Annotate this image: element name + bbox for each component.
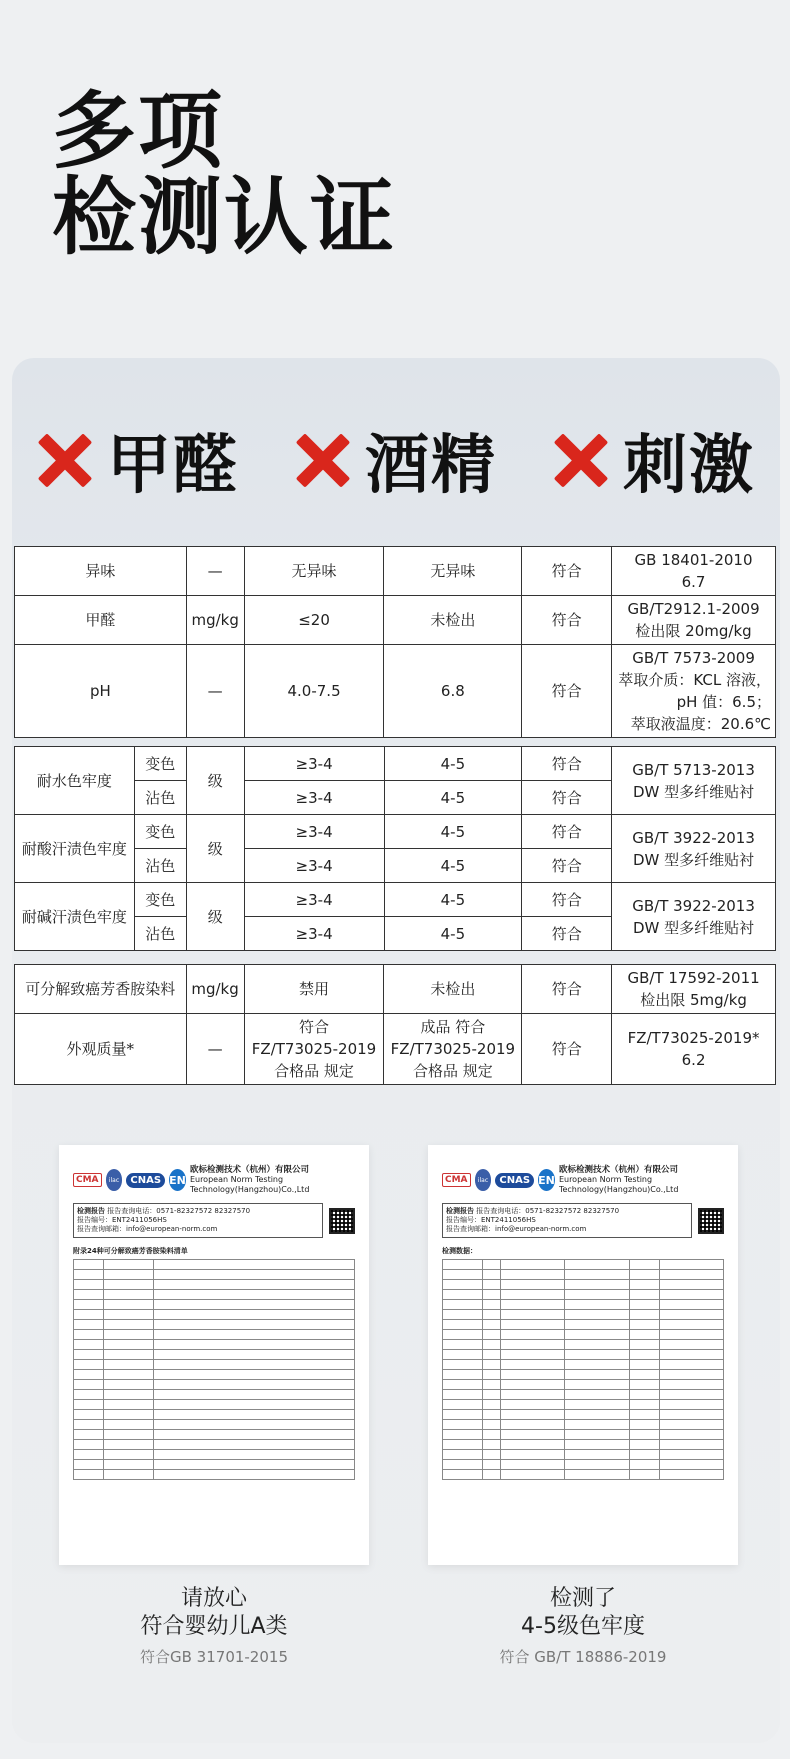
report-meta: 检测报告 报告查询电话：0571-82327572 82327570 报告编号：ENT2411056HS 报告查询邮箱：info@european-norm.com — [442, 1203, 692, 1238]
no-additives-row — [12, 410, 780, 510]
unit: 级 — [186, 883, 244, 951]
table-row — [15, 596, 776, 645]
test-table-colorfastness — [14, 746, 776, 951]
report-header — [73, 1165, 355, 1195]
requirement: 禁用 — [244, 965, 384, 1014]
unit: mg/kg — [186, 965, 244, 1014]
test-item: 甲醛 — [15, 596, 187, 645]
requirement: 4.0-7.5 — [244, 645, 384, 738]
table-row — [15, 815, 776, 849]
no-item-label: 酒精 — [365, 429, 497, 503]
standard: GB/T 17592-2011 检出限 5mg/kg — [612, 965, 776, 1014]
result: 4-5 — [384, 849, 522, 883]
report-section-title: 附录24种可分解致癌芳香胺染料清单 — [73, 1247, 188, 1255]
sub-item: 沾色 — [134, 849, 186, 883]
verdict: 符合 — [522, 815, 612, 849]
caption-line1: 请放心 — [180, 1586, 247, 1611]
sub-item: 变色 — [134, 883, 186, 917]
ilac-logo-icon: ilac — [475, 1169, 492, 1191]
report-header — [442, 1165, 724, 1195]
ilac-logo-icon: ilac — [106, 1169, 123, 1191]
en-logo-icon: EN — [169, 1169, 186, 1191]
requirement: ≥3-4 — [244, 849, 384, 883]
no-irritation — [553, 414, 755, 506]
requirement: ≥3-4 — [244, 815, 384, 849]
result: 4-5 — [384, 917, 522, 951]
verdict: 符合 — [522, 747, 612, 781]
result: 6.8 — [384, 645, 522, 738]
standard: GB/T 3922-2013 DW 型多纤维贴衬 — [612, 883, 776, 951]
standard: FZ/T73025-2019* 6.2 — [612, 1014, 776, 1085]
unit: 级 — [186, 747, 244, 815]
result: 无异味 — [384, 547, 522, 596]
x-icon — [553, 432, 609, 488]
test-item: 外观质量* — [15, 1014, 187, 1085]
requirement: ≤20 — [244, 596, 384, 645]
unit: — — [186, 547, 244, 596]
verdict: 符合 — [522, 645, 612, 738]
sub-item: 变色 — [134, 815, 186, 849]
test-table-basic — [14, 546, 776, 738]
test-item: 耐酸汗渍色牢度 — [15, 815, 135, 883]
result: 成品 符合 FZ/T73025-2019 合格品 规定 — [384, 1014, 522, 1085]
no-formaldehyde — [37, 414, 239, 506]
hero-title-line2: 检测认证 — [52, 168, 397, 266]
requirement: 符合 FZ/T73025-2019 合格品 规定 — [244, 1014, 384, 1085]
no-item-label: 刺激 — [623, 429, 755, 503]
en-logo-icon: EN — [538, 1169, 555, 1191]
standard: GB/T 7573-2009 萃取介质：KCL 溶液， pH 值：6.5； 萃取液温度：20.6℃ — [612, 645, 776, 738]
cma-logo-icon: CMA — [73, 1173, 102, 1187]
report-section-title: 检测数据： — [442, 1247, 477, 1255]
report-org: 欧标检测技术（杭州）有限公司 European Norm Testing Technology(Hangzhou)Co.,Ltd — [189, 1165, 310, 1194]
report-caption-2 — [428, 1585, 738, 1669]
standard: GB/T 3922-2013 DW 型多纤维贴衬 — [612, 815, 776, 883]
hero-title — [52, 82, 397, 266]
caption-line2: 符合婴幼儿A类 — [140, 1614, 288, 1639]
report-image-2 — [428, 1145, 738, 1565]
report-mini-table — [442, 1259, 724, 1480]
requirement: ≥3-4 — [244, 781, 384, 815]
no-alcohol — [295, 414, 497, 506]
sub-item: 变色 — [134, 747, 186, 781]
test-item: 异味 — [15, 547, 187, 596]
no-item-label: 甲醛 — [107, 429, 239, 503]
requirement: ≥3-4 — [244, 747, 384, 781]
table-row — [15, 883, 776, 917]
table-row — [15, 965, 776, 1014]
hero-title-line1: 多项 — [52, 82, 225, 180]
caption-standard: 符合 GB/T 18886-2019 — [499, 1648, 667, 1666]
report-org: 欧标检测技术（杭州）有限公司 European Norm Testing Technology(Hangzhou)Co.,Ltd — [558, 1165, 679, 1194]
report-image-1 — [59, 1145, 369, 1565]
report-mini-table — [73, 1259, 355, 1480]
cnas-logo-icon: CNAS — [495, 1173, 534, 1188]
requirement: ≥3-4 — [244, 883, 384, 917]
unit: — — [186, 1014, 244, 1085]
caption-line2: 4-5级色牢度 — [521, 1614, 645, 1639]
verdict: 符合 — [522, 1014, 612, 1085]
report-caption-1 — [59, 1585, 369, 1669]
verdict: 符合 — [522, 965, 612, 1014]
test-item: pH — [15, 645, 187, 738]
qr-code-icon — [698, 1208, 724, 1234]
verdict: 符合 — [522, 781, 612, 815]
sub-item: 沾色 — [134, 917, 186, 951]
result: 4-5 — [384, 815, 522, 849]
test-table-other — [14, 964, 776, 1085]
verdict: 符合 — [522, 547, 612, 596]
table-row — [15, 547, 776, 596]
caption-line1: 检测了 — [549, 1586, 616, 1611]
result: 4-5 — [384, 883, 522, 917]
unit: — — [186, 645, 244, 738]
test-item: 耐碱汗渍色牢度 — [15, 883, 135, 951]
qr-code-icon — [329, 1208, 355, 1234]
verdict: 符合 — [522, 596, 612, 645]
unit: 级 — [186, 815, 244, 883]
result: 未检出 — [384, 965, 522, 1014]
table-row — [15, 1014, 776, 1085]
cma-logo-icon: CMA — [442, 1173, 471, 1187]
requirement: 无异味 — [244, 547, 384, 596]
verdict: 符合 — [522, 849, 612, 883]
requirement: ≥3-4 — [244, 917, 384, 951]
unit: mg/kg — [186, 596, 244, 645]
table-row — [15, 645, 776, 738]
test-item: 可分解致癌芳香胺染料 — [15, 965, 187, 1014]
caption-standard: 符合GB 31701-2015 — [140, 1648, 288, 1666]
result: 4-5 — [384, 747, 522, 781]
verdict: 符合 — [522, 917, 612, 951]
test-item: 耐水色牢度 — [15, 747, 135, 815]
standard: GB 18401-2010 6.7 — [612, 547, 776, 596]
x-icon — [295, 432, 351, 488]
verdict: 符合 — [522, 883, 612, 917]
report-meta: 检测报告 报告查询电话：0571-82327572 82327570 报告编号：ENT2411056HS 报告查询邮箱：info@european-norm.com — [73, 1203, 323, 1238]
table-row — [15, 747, 776, 781]
result: 未检出 — [384, 596, 522, 645]
sub-item: 沾色 — [134, 781, 186, 815]
cnas-logo-icon: CNAS — [126, 1173, 165, 1188]
standard: GB/T2912.1-2009 检出限 20mg/kg — [612, 596, 776, 645]
standard: GB/T 5713-2013 DW 型多纤维贴衬 — [612, 747, 776, 815]
x-icon — [37, 432, 93, 488]
result: 4-5 — [384, 781, 522, 815]
